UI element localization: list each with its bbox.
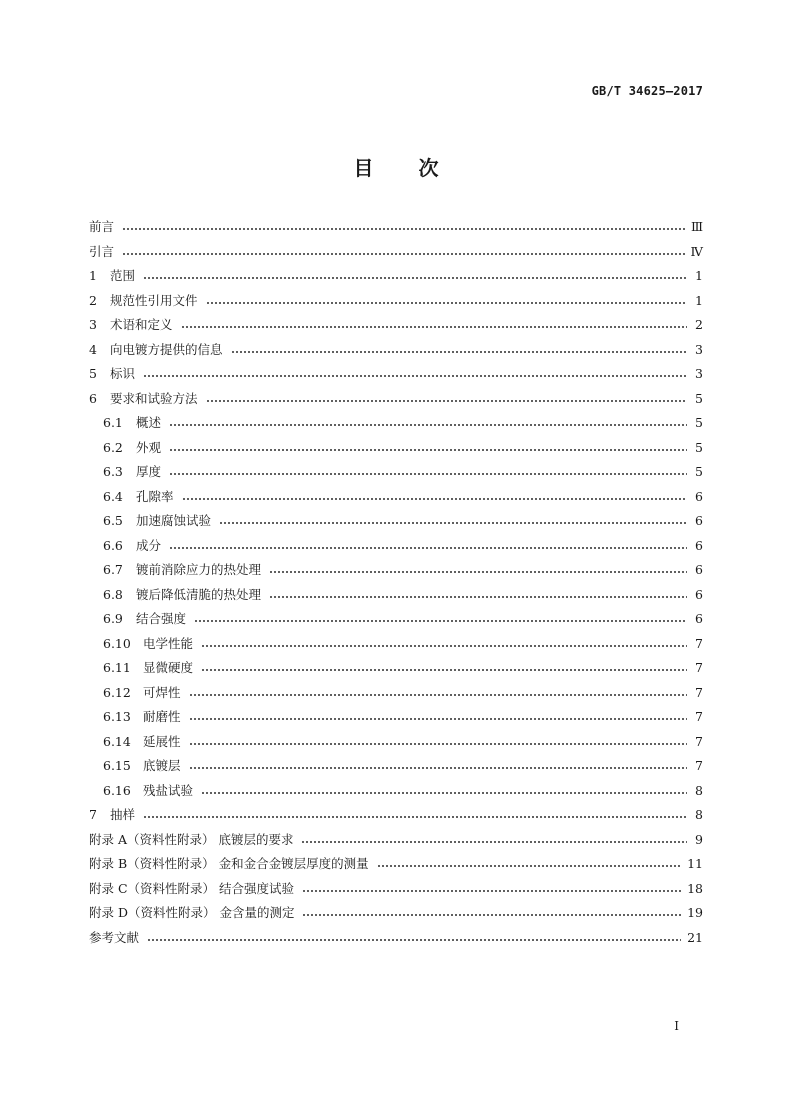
toc-entry-page: 8 <box>695 782 703 798</box>
toc-entry[interactable] <box>89 901 703 926</box>
toc-dot-leader <box>201 634 687 648</box>
toc-dot-leader <box>206 389 687 403</box>
toc-dot-leader <box>122 217 685 231</box>
toc-entry-page: 5 <box>695 439 703 455</box>
toc-entry-page: 18 <box>687 880 703 896</box>
toc-entry-number: 6.6 <box>103 537 123 553</box>
toc-dot-leader <box>189 707 687 721</box>
toc-entry-number: 4 <box>89 341 97 357</box>
toc-entry-number: 6.9 <box>103 611 123 626</box>
toc-entry-page: 6 <box>695 537 703 553</box>
toc-entry-number: 1 <box>89 268 97 283</box>
toc-entry-page: 7 <box>695 709 703 724</box>
toc-entry-number: 2 <box>89 292 97 308</box>
toc-dot-leader <box>169 536 687 550</box>
toc-entry-number: 6.14 <box>103 733 131 749</box>
toc-dot-leader <box>189 683 687 697</box>
toc-entry-page: Ⅲ <box>690 219 703 234</box>
toc-entry-number: 6.4 <box>103 488 123 504</box>
toc-entry-page: 2 <box>695 317 703 332</box>
toc-entry-title: 概述 <box>136 415 162 430</box>
toc-dot-leader <box>189 756 687 770</box>
toc-entry[interactable] <box>89 730 703 755</box>
toc-entry[interactable] <box>89 264 703 289</box>
toc-entry[interactable] <box>89 240 703 265</box>
toc-entry-page: 7 <box>695 635 703 651</box>
standard-code: GB/T 34625—2017 <box>591 84 703 98</box>
toc-dot-leader <box>231 340 687 354</box>
toc-entry[interactable] <box>89 583 703 608</box>
toc-entry-title: 镀后降低清脆的热处理 <box>136 586 262 602</box>
toc-entry[interactable] <box>89 411 703 436</box>
toc-dot-leader <box>143 805 687 819</box>
toc-entry[interactable] <box>89 387 703 412</box>
toc-entry-page: 11 <box>687 856 703 871</box>
toc-entry-page: 3 <box>695 366 703 381</box>
toc-dot-leader <box>269 560 687 574</box>
toc-dot-leader <box>201 658 687 672</box>
toc-entry-number: 3 <box>89 317 97 332</box>
toc-entry-page: 21 <box>687 929 703 945</box>
toc-entry-title: 前言 <box>89 219 115 234</box>
toc-entry[interactable] <box>89 828 703 853</box>
toc-entry-title: 抽样 <box>110 807 136 822</box>
toc-entry-title: 附录 D（资料性附录） 金含量的测定 <box>89 905 295 920</box>
toc-entry-number: 6.16 <box>103 782 131 798</box>
toc-dot-leader <box>169 438 687 452</box>
toc-entry[interactable] <box>89 485 703 510</box>
toc-entry-number: 6.3 <box>103 464 123 479</box>
toc-dot-leader <box>219 511 687 525</box>
toc-entry-number: 6.12 <box>103 684 131 700</box>
toc-dot-leader <box>189 732 687 746</box>
toc-entry-title: 成分 <box>136 537 162 553</box>
toc-dot-leader <box>301 830 687 844</box>
toc-entry[interactable] <box>89 558 703 583</box>
toc-entry-page: 6 <box>695 586 703 602</box>
toc-entry[interactable] <box>89 362 703 387</box>
toc-entry-page: Ⅳ <box>690 243 703 259</box>
toc-dot-leader <box>181 315 687 329</box>
toc-entry-number: 6.11 <box>103 660 131 675</box>
toc-entry-number: 6 <box>89 390 97 406</box>
toc-entry-title: 延展性 <box>143 733 181 749</box>
toc-entry[interactable] <box>89 215 703 240</box>
toc-entry-number: 6.1 <box>103 415 123 430</box>
toc-dot-leader <box>302 879 681 893</box>
toc-entry-title: 附录 B（资料性附录） 金和金合金镀层厚度的测量 <box>89 856 369 871</box>
toc-entry-title: 耐磨性 <box>143 709 181 724</box>
toc-dot-leader <box>147 928 681 942</box>
toc-entry-title: 规范性引用文件 <box>110 292 198 308</box>
toc-entry-title: 外观 <box>136 439 162 455</box>
toc-dot-leader <box>201 781 687 795</box>
toc-entry-title: 参考文献 <box>89 929 140 945</box>
toc-entry-title: 引言 <box>89 243 115 259</box>
toc-entry[interactable] <box>89 460 703 485</box>
page-title-text: 目 次 <box>353 156 439 180</box>
toc-entry[interactable] <box>89 779 703 804</box>
toc-entry[interactable] <box>89 852 703 877</box>
toc-entry-title: 底镀层 <box>143 758 181 773</box>
toc-entry[interactable] <box>89 705 703 730</box>
toc-entry-number: 6.8 <box>103 586 123 602</box>
toc-entry-title: 结合强度 <box>136 611 187 626</box>
toc-dot-leader <box>169 462 687 476</box>
table-of-contents <box>89 215 703 950</box>
toc-entry[interactable] <box>89 509 703 534</box>
toc-entry[interactable] <box>89 313 703 338</box>
toc-dot-leader <box>206 291 687 305</box>
toc-entry-number: 6.10 <box>103 635 131 651</box>
toc-dot-leader <box>269 585 687 599</box>
toc-entry[interactable] <box>89 436 703 461</box>
toc-entry-page: 1 <box>695 268 703 283</box>
toc-entry-page: 6 <box>695 488 703 504</box>
toc-entry-title: 术语和定义 <box>110 317 173 332</box>
toc-dot-leader <box>194 609 687 623</box>
toc-entry-title: 范围 <box>110 268 136 283</box>
page-title <box>0 152 792 181</box>
toc-dot-leader <box>169 413 687 427</box>
toc-entry[interactable] <box>89 534 703 559</box>
toc-dot-leader <box>302 903 681 917</box>
toc-entry-title: 向电镀方提供的信息 <box>110 341 223 357</box>
toc-dot-leader <box>143 364 687 378</box>
toc-entry-page: 5 <box>695 390 703 406</box>
toc-entry-title: 加速腐蚀试验 <box>136 513 212 528</box>
toc-entry-page: 7 <box>695 660 703 675</box>
toc-entry-page: 5 <box>695 415 703 430</box>
toc-entry-number: 6.15 <box>103 758 131 773</box>
toc-entry[interactable] <box>89 607 703 632</box>
toc-entry-title: 镀前消除应力的热处理 <box>136 562 262 577</box>
toc-entry-page: 6 <box>695 513 703 528</box>
toc-entry-page: 9 <box>695 831 703 847</box>
toc-entry-title: 要求和试验方法 <box>110 390 198 406</box>
toc-entry-number: 6.7 <box>103 562 123 577</box>
toc-entry-title: 显微硬度 <box>143 660 194 675</box>
toc-entry-number: 6.13 <box>103 709 131 724</box>
toc-entry-title: 附录 C（资料性附录） 结合强度试验 <box>89 880 295 896</box>
toc-entry[interactable] <box>89 681 703 706</box>
toc-entry[interactable] <box>89 754 703 779</box>
toc-entry[interactable] <box>89 803 703 828</box>
toc-entry[interactable] <box>89 632 703 657</box>
toc-entry-page: 5 <box>695 464 703 479</box>
toc-entry-number: 5 <box>89 366 97 381</box>
toc-entry-title: 孔隙率 <box>136 488 174 504</box>
page-number: I <box>674 1019 679 1033</box>
toc-entry-page: 3 <box>695 341 703 357</box>
toc-entry-page: 7 <box>695 733 703 749</box>
toc-entry-page: 8 <box>695 807 703 822</box>
toc-entry-page: 6 <box>695 562 703 577</box>
toc-entry-title: 附录 A（资料性附录） 底镀层的要求 <box>89 831 294 847</box>
toc-entry-page: 6 <box>695 611 703 626</box>
toc-entry-title: 电学性能 <box>143 635 194 651</box>
toc-entry-page: 1 <box>695 292 703 308</box>
toc-entry[interactable] <box>89 289 703 314</box>
toc-entry-page: 7 <box>695 684 703 700</box>
toc-dot-leader <box>377 854 681 868</box>
toc-entry-title: 残盐试验 <box>143 782 194 798</box>
toc-entry[interactable] <box>89 926 703 951</box>
toc-entry-page: 19 <box>687 905 703 920</box>
toc-entry-title: 可焊性 <box>143 684 181 700</box>
toc-dot-leader <box>122 242 684 256</box>
toc-entry-number: 6.2 <box>103 439 123 455</box>
toc-entry-page: 7 <box>695 758 703 773</box>
toc-entry-title: 厚度 <box>136 464 162 479</box>
toc-entry[interactable] <box>89 877 703 902</box>
toc-entry-number: 7 <box>89 807 97 822</box>
toc-entry-number: 6.5 <box>103 513 123 528</box>
toc-entry[interactable] <box>89 656 703 681</box>
toc-entry-title: 标识 <box>110 366 136 381</box>
toc-entry[interactable] <box>89 338 703 363</box>
toc-dot-leader <box>143 266 687 280</box>
toc-dot-leader <box>182 487 687 501</box>
